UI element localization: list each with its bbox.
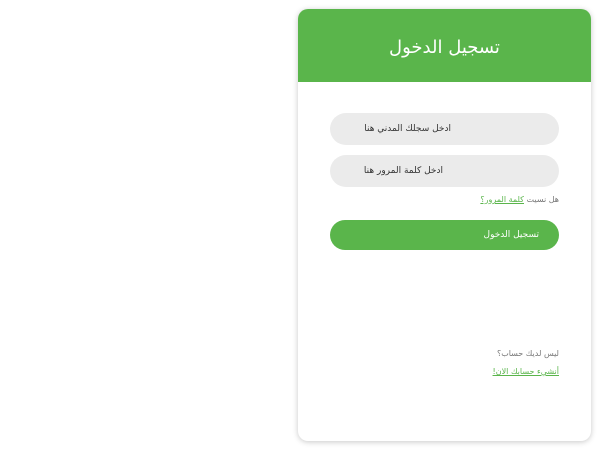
civil-id-input[interactable] <box>330 113 559 145</box>
no-account-text: ليس لديك حساب؟ <box>496 349 559 358</box>
create-account-row <box>330 367 559 376</box>
card-header <box>298 9 591 82</box>
forgot-password-row <box>330 195 559 204</box>
login-button[interactable]: تسجيل الدخول <box>330 220 559 250</box>
forgot-password-link[interactable]: كلمة المرور؟ <box>480 195 524 204</box>
page-title: تسجيل الدخول <box>389 37 500 58</box>
password-input[interactable] <box>330 155 559 187</box>
forgot-password-prefix: هل نسيت <box>526 195 559 204</box>
login-card <box>298 9 591 441</box>
create-account-link[interactable]: أنشيء حسابك الان! <box>492 367 559 376</box>
